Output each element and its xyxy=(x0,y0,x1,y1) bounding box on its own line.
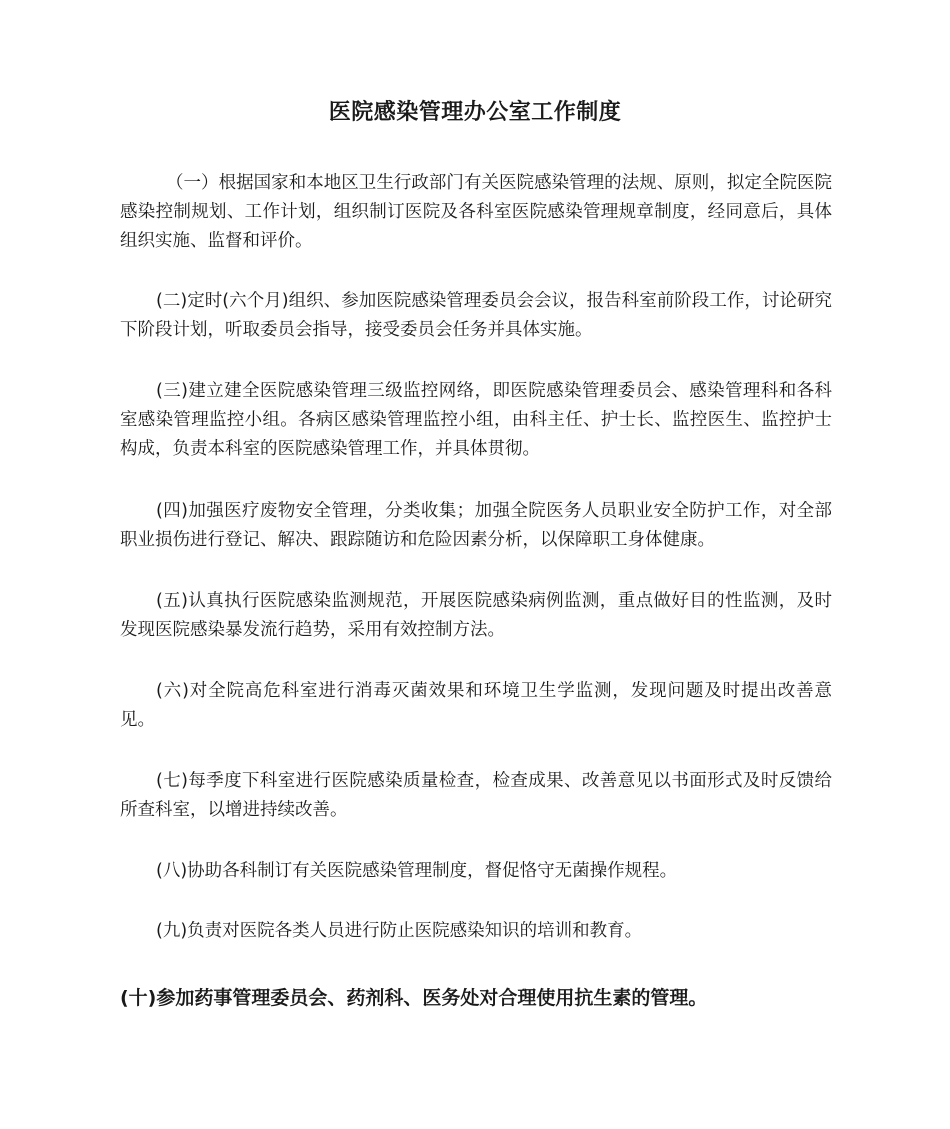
paragraph-10: (十)参加药事管理委员会、药剂科、医务处对合理使用抗生素的管理。 xyxy=(120,987,708,1009)
paragraph-5: (五)认真执行医院感染监测规范，开展医院感染病例监测，重点做好目的性监测，及时发现医院感染暴发流行趋势，采用有效控制方法。 xyxy=(120,591,832,640)
document-title: 医院感染管理办公室工作制度 xyxy=(328,100,622,125)
paragraph-7: (七)每季度下科室进行医院感染质量检查，检查成果、改善意见以书面形式及时反馈给所查科室，以增进持续改善。 xyxy=(120,771,832,820)
paragraph-8: (八)协助各科制订有关医院感染管理制度，督促恪守无菌操作规程。 xyxy=(156,861,678,881)
paragraph-1: （一）根据国家和本地区卫生行政部门有关医院感染管理的法规、原则，拟定全院医院感染控制规划、工作计划，组织制订医院及各科室医院感染管理规章制度，经同意后，具体组织实施、监督和评价。 xyxy=(120,173,832,251)
paragraph-2: (二)定时(六个月)组织、参加医院感染管理委员会会议，报告科室前阶段工作，讨论研究下阶段计划，听取委员会指导，接受委员会任务并具体实施。 xyxy=(120,291,832,340)
paragraph-3: (三)建立建全医院感染管理三级监控网络，即医院感染管理委员会、感染管理科和各科室感染管理监控小组。各病区感染管理监控小组，由科主任、护士长、监控医生、监控护士构成，负责本科室的医院感染管理工作，并具体贯彻。 xyxy=(120,381,832,459)
paragraph-9: (九)负责对医院各类人员进行防止医院感染知识的培训和教育。 xyxy=(156,921,643,941)
paragraph-4: (四)加强医疗废物安全管理，分类收集；加强全院医务人员职业安全防护工作，对全部职业损伤进行登记、解决、跟踪随访和危险因素分析，以保障职工身体健康。 xyxy=(120,501,832,550)
paragraph-6: (六)对全院高危科室进行消毒灭菌效果和环境卫生学监测，发现问题及时提出改善意见。 xyxy=(120,681,832,730)
